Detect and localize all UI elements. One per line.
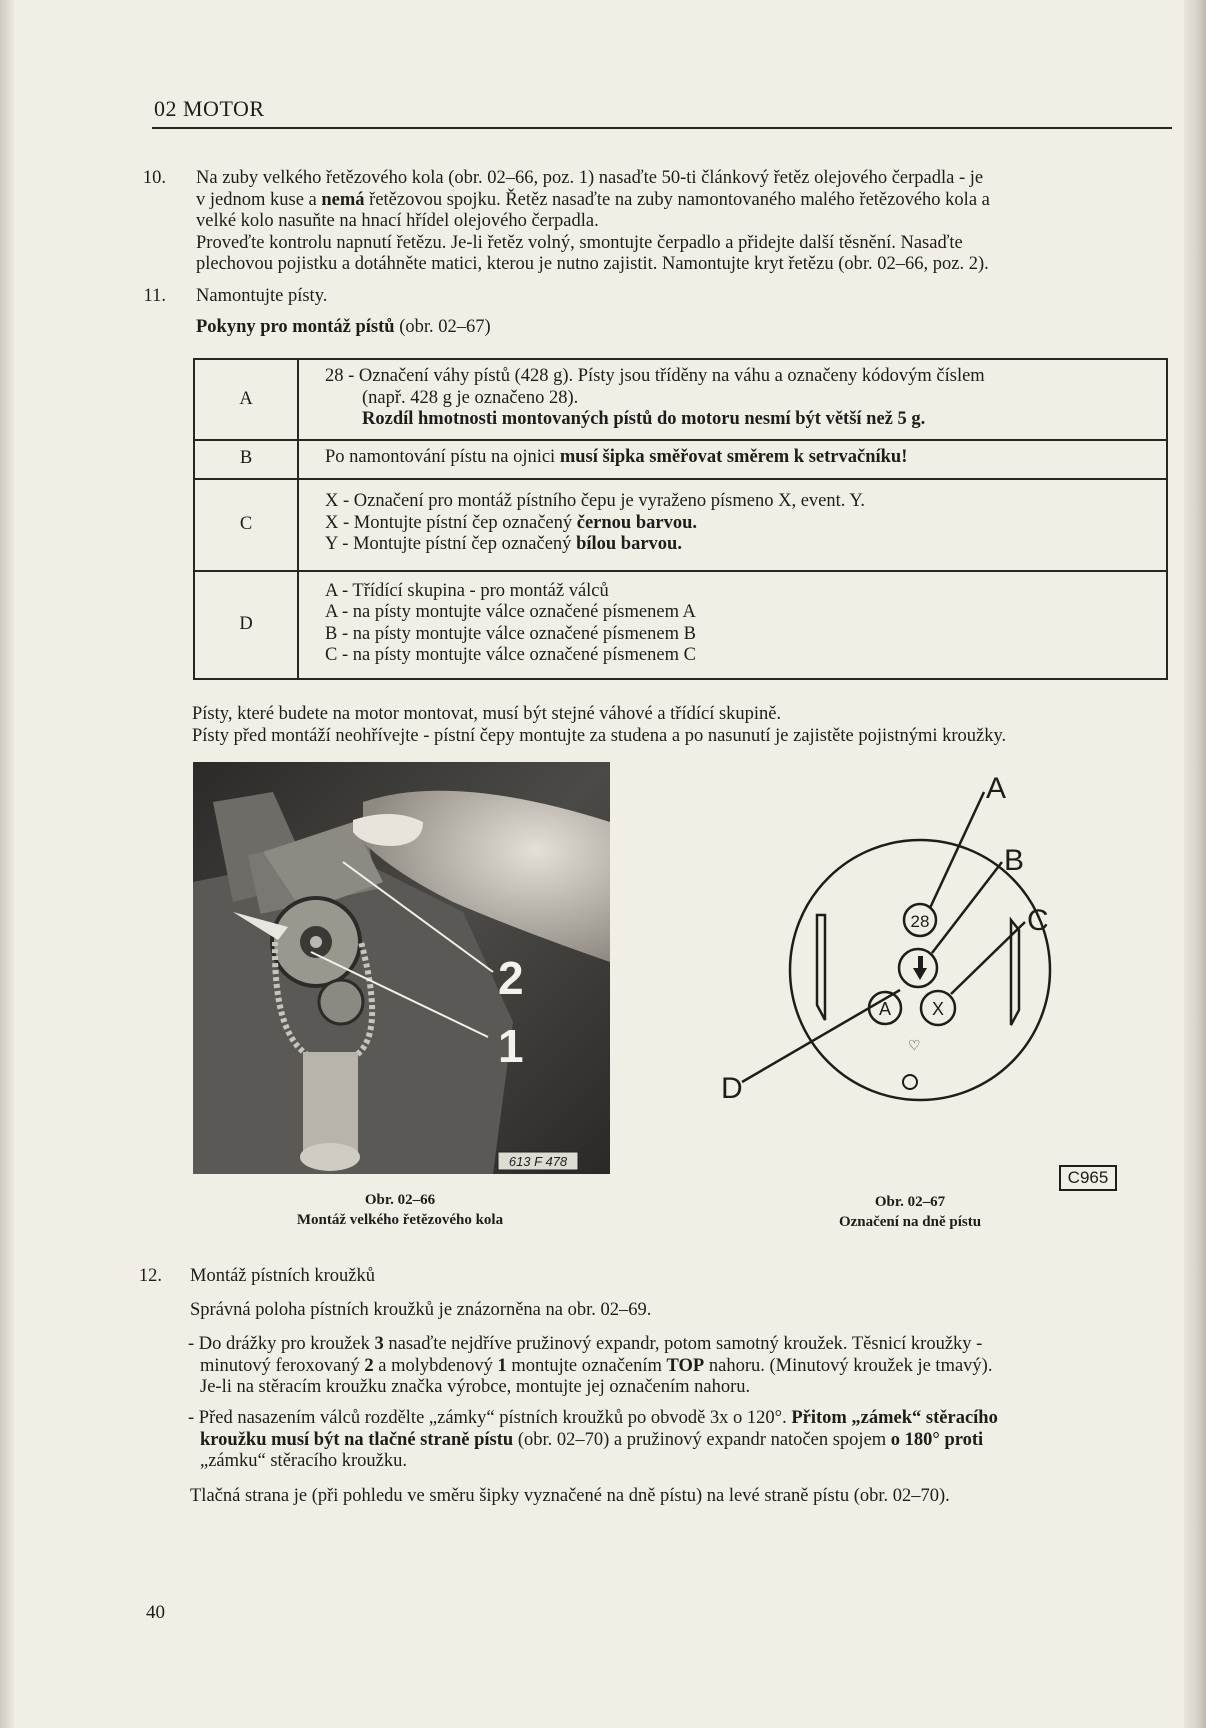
row-text: X - Označení pro montáž pístního čepu je vyraženo písmeno X, event. Y. X - Montujte pístní čep označený černou barvou. Y - Montujte pístní čep označený bílou barvou. xyxy=(298,479,1167,571)
step-12-closing: Tlačná strana je (při pohledu ve směru šipky vyznačené na dně pístu) na levé straně pístu (obr. 02–70). xyxy=(190,1486,950,1506)
step-10-line: plechovou pojistku a dotáhněte matici, kterou je nutno zajistit. Namontujte kryt řetězu (obr. 02–66, poz. 2). xyxy=(196,254,989,274)
step-10-line: Na zuby velkého řetězového kola (obr. 02–66, poz. 1) nasaďte 50-ti článkový řetěz olejového čerpadla - je xyxy=(196,168,984,188)
photo-label-1: 1 xyxy=(498,1020,524,1072)
row-text: Po namontování pístu na ojnici musí šipka směřovat směrem k setrvačníku! xyxy=(298,440,1167,479)
step-11-number: 11. xyxy=(143,286,166,306)
page-edge xyxy=(1184,0,1206,1728)
engine-photo xyxy=(193,762,610,1174)
step-11-text: Namontujte písty. xyxy=(196,286,328,306)
step-10-text xyxy=(196,168,1176,276)
table-row xyxy=(194,479,1167,571)
group-mark: A xyxy=(878,999,892,1019)
photo-stamp: 613 F 478 xyxy=(508,1154,568,1169)
figure-67-caption: Obr. 02–67 Označení na dně pístu xyxy=(838,1194,982,1230)
step-12-bullet-2: - Před nasazením válců rozdělte „zámky“ pístních kroužků po obvodě 3x o 120°. Přitom „zámek“ stěracího kroužku musí být na tlačné straně pístu (obr. 02–70) a pružinový expandr natočen spojem o 180° proti „zámku“ stěracího kroužku. xyxy=(188,1408,998,1471)
step-10-line: velké kolo nasuňte na hnací hřídel olejového čerpadla. xyxy=(196,211,599,231)
arrow-mark-icon xyxy=(913,956,927,980)
header-rule xyxy=(152,127,1172,129)
figure-66-caption: Obr. 02–66 Montáž velkého řetězového kola xyxy=(296,1192,504,1228)
diagram-label-b: B xyxy=(1004,844,1025,877)
page-binding-shadow xyxy=(0,0,14,1728)
row-key: A xyxy=(194,359,298,440)
page-header: 02 MOTOR xyxy=(154,96,265,121)
piston-note: Písty, které budete na motor montovat, musí být stejné váhové a třídící skupině. Písty před montáží neohřívejte - pístní čepy montujte za studena a po nasunutí je zajistěte pojistnými kroužky. xyxy=(192,704,1007,746)
figure-code: C965 xyxy=(1059,1165,1117,1191)
table-row xyxy=(194,440,1167,479)
table-row xyxy=(194,571,1167,679)
row-key: C xyxy=(194,479,298,571)
small-symbol-icon: ♡ xyxy=(908,1037,921,1053)
step-12-number: 12. xyxy=(138,1266,162,1286)
step-12-bullet-1: - Do drážky pro kroužek 3 nasaďte nejdříve pružinový expandr, potom samotný kroužek. Těsnicí kroužky - minutový feroxovaný 2 a molybdenový 1 montujte označením TOP nahoru. (Minutový kroužek je tmavý). Je-li na stěracím kroužku značka výrobce, montujte jej označením nahoru. xyxy=(188,1334,993,1397)
diagram-label-d: D xyxy=(721,1072,743,1105)
step-12-intro: Správná poloha pístních kroužků je znázorněna na obr. 02–69. xyxy=(190,1300,652,1320)
piston-instructions-heading: Pokyny pro montáž pístů (obr. 02–67) xyxy=(196,317,491,337)
piston-marks-table xyxy=(193,358,1168,680)
table-row xyxy=(194,359,1167,440)
row-text: A - Třídící skupina - pro montáž válců A - na písty montujte válce označené písmenem A B - na písty montujte válce označené písmenem B C - na písty montujte válce označené písmenem C xyxy=(298,571,1167,679)
row-key: B xyxy=(194,440,298,479)
step-10-line: Proveďte kontrolu napnutí řetězu. Je-li řetěz volný, smontujte čerpadlo a přidejte další těsnění. Nasaďte xyxy=(196,232,963,253)
photo-label-2: 2 xyxy=(498,952,524,1004)
page-number: 40 xyxy=(146,1602,165,1623)
step-10-number: 10. xyxy=(142,168,166,188)
row-key: D xyxy=(194,571,298,679)
weight-mark: 28 xyxy=(910,912,930,931)
pin-mark: X xyxy=(931,999,945,1019)
small-circle-mark-icon xyxy=(903,1075,917,1089)
diagram-label-c: C xyxy=(1027,904,1049,937)
step-10-line: v jednom kuse a nemá řetězovou spojku. Řetěz nasaďte na zuby namontovaného malého řetězového kola a xyxy=(196,189,990,210)
piston-crown-diagram xyxy=(720,770,1140,1160)
diagram-label-a: A xyxy=(986,772,1007,805)
step-12-title: Montáž pístních kroužků xyxy=(190,1266,375,1286)
row-text: 28 - Označení váhy pístů (428 g). Písty jsou tříděny na váhu a označeny kódovým číslem (např. 428 g je označeno 28). Rozdíl hmotnosti montovaných pístů do motoru nesmí být větší než 5 g. xyxy=(298,359,1167,440)
